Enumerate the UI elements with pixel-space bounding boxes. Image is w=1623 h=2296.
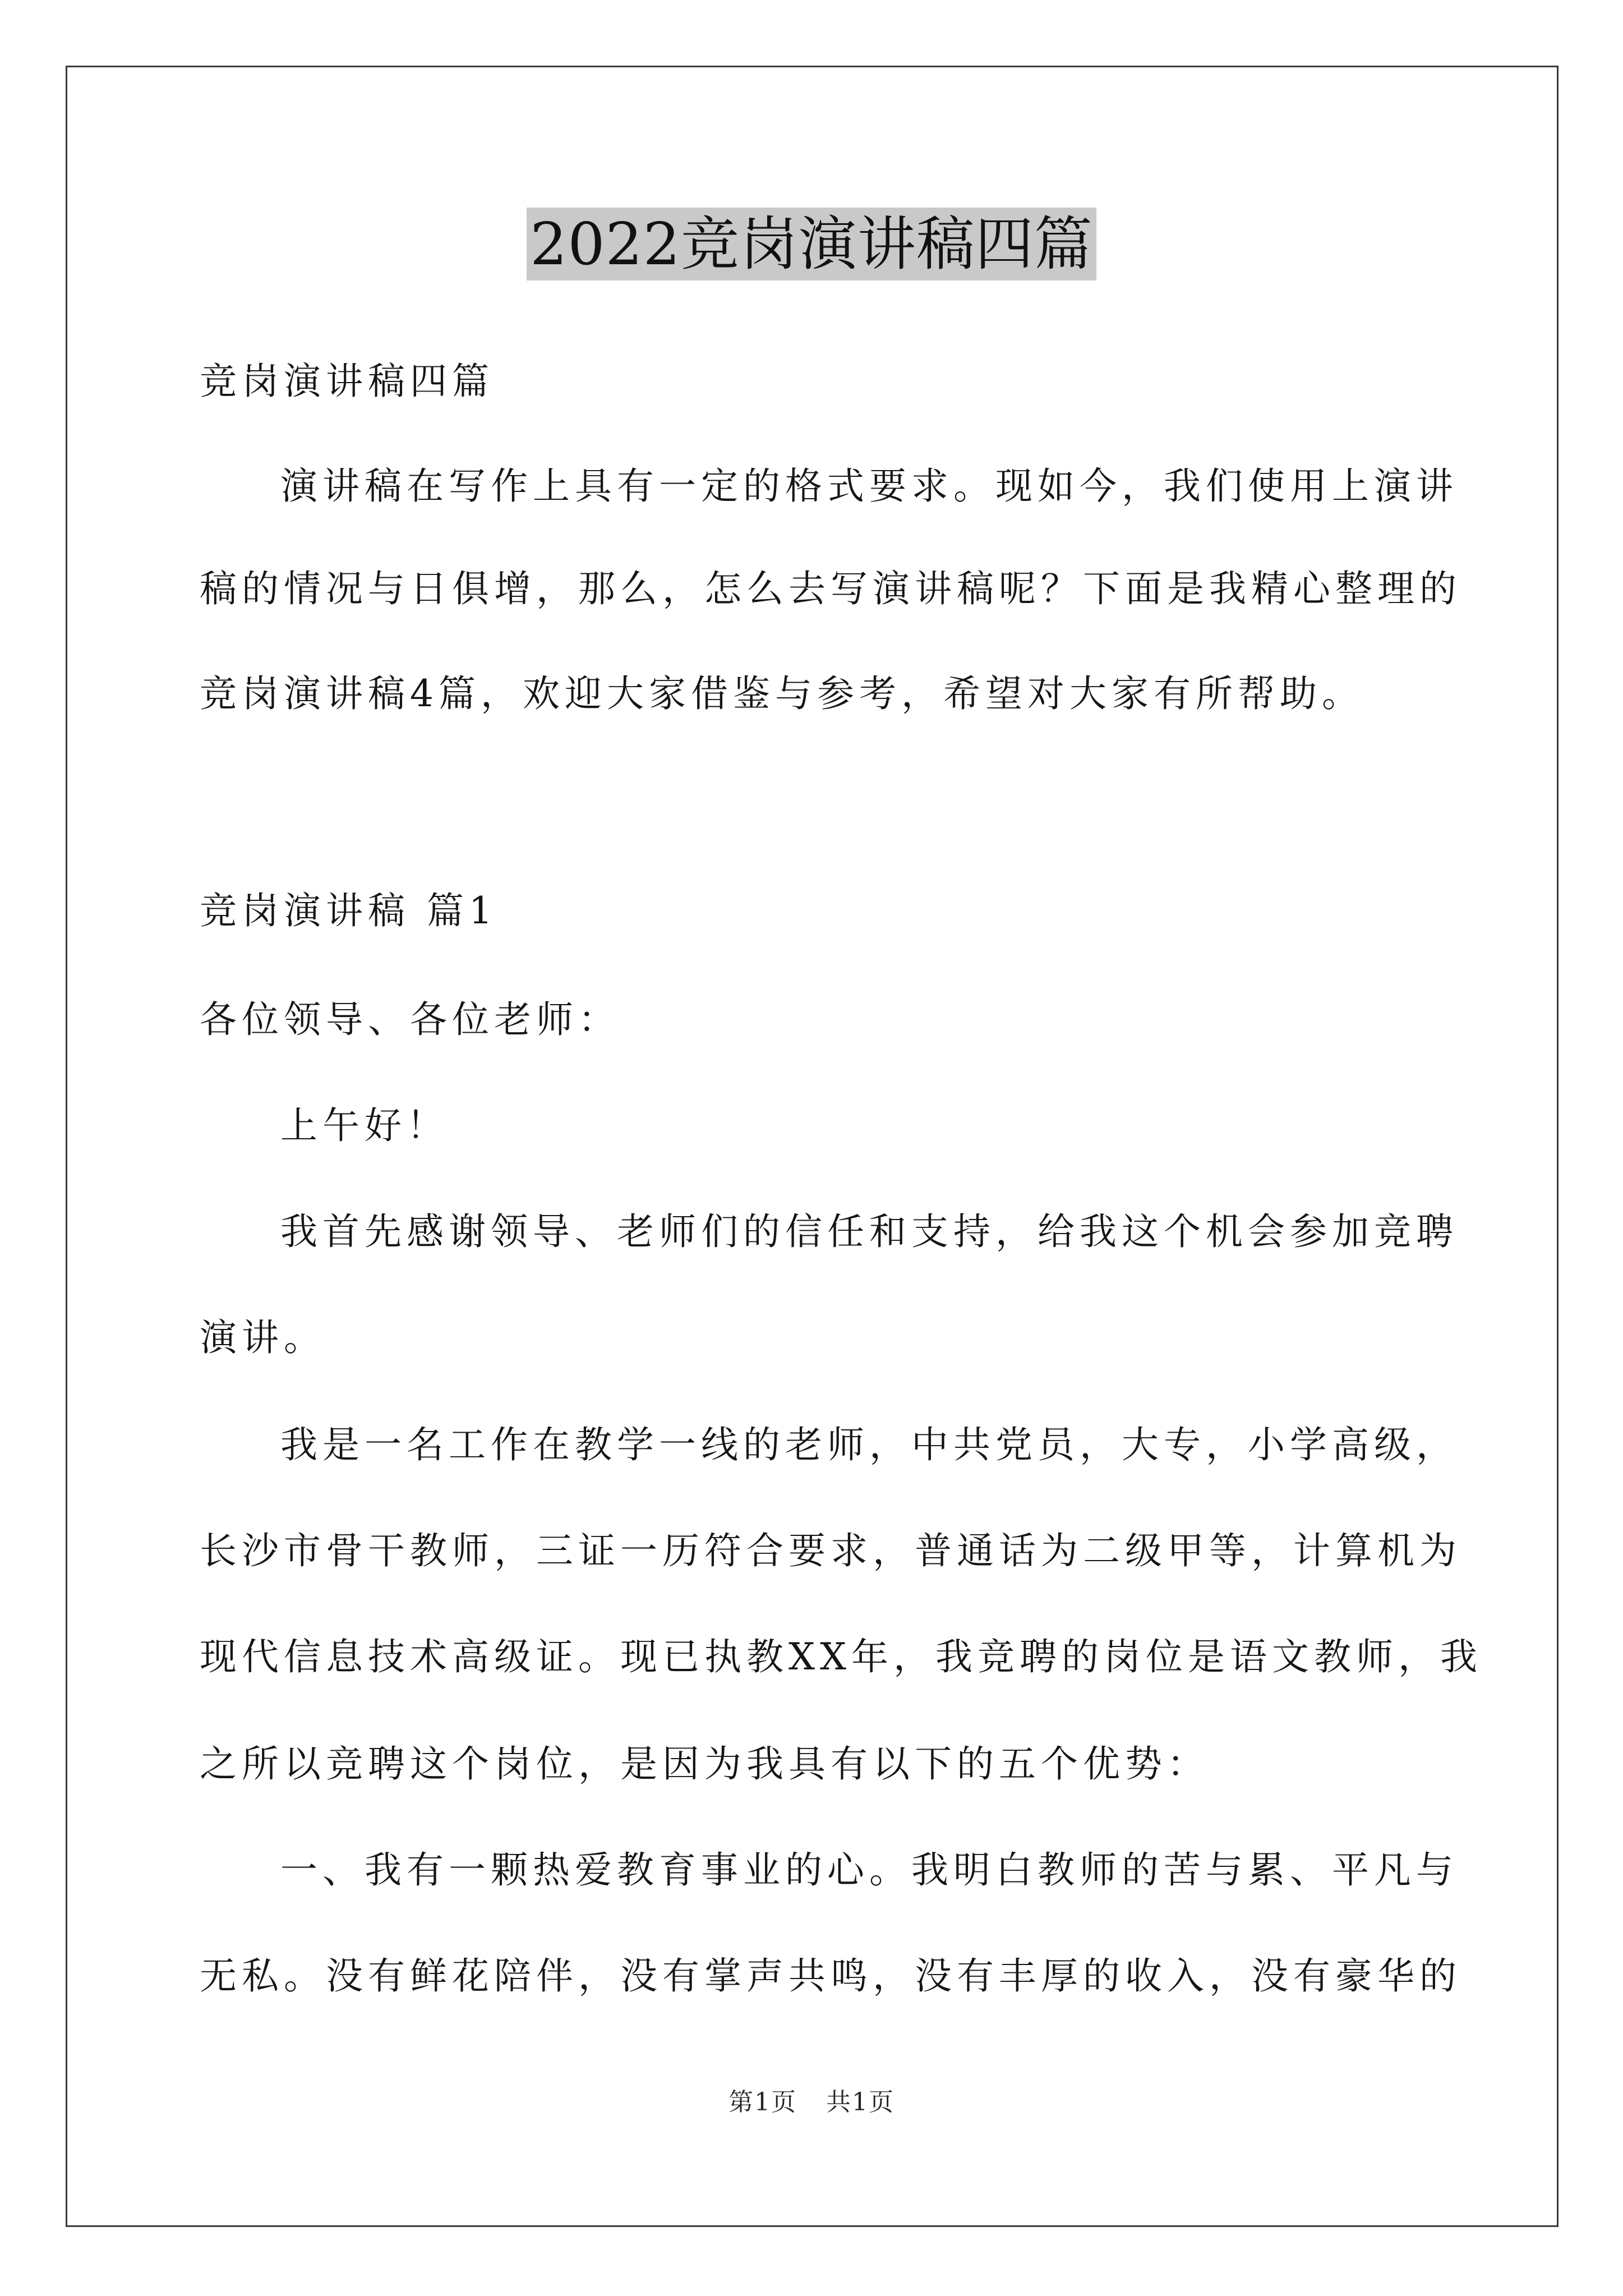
document-title: 2022竞岗演讲稿四篇 (527, 208, 1096, 280)
paragraph-line: 现代信息技术高级证。现已执教XX年，我竞聘的岗位是语文教师，我 (200, 1635, 1482, 1678)
salutation-line: 各位领导、各位老师： (200, 998, 620, 1041)
greeting-line: 上午好！ (280, 1104, 449, 1147)
paragraph-line: 竞岗演讲稿4篇，欢迎大家借鉴与参考，希望对大家有所帮助。 (200, 672, 1364, 715)
section-heading: 竞岗演讲稿 篇1 (200, 889, 497, 932)
paragraph-line: 我首先感谢领导、老师们的信任和支持，给我这个机会参加竞聘 (280, 1210, 1458, 1253)
page-number: 第1页 (728, 2088, 797, 2116)
page-footer (0, 2086, 1623, 2119)
paragraph-line: 一、我有一颗热爱教育事业的心。我明白教师的苦与累、平凡与 (280, 1848, 1458, 1892)
title-area (0, 208, 1623, 280)
paragraph-line: 长沙市骨干教师，三证一历符合要求，普通话为二级甲等，计算机为 (200, 1529, 1461, 1572)
page-total: 共1页 (826, 2088, 895, 2116)
paragraph-line: 之所以竞聘这个岗位，是因为我具有以下的五个优势： (200, 1742, 1209, 1786)
paragraph-line: 演讲。 (200, 1316, 326, 1359)
paragraph-line: 稿的情况与日俱增，那么，怎么去写演讲稿呢？下面是我精心整理的 (200, 567, 1461, 610)
paragraph-line: 无私。没有鲜花陪伴，没有掌声共鸣，没有丰厚的收入，没有豪华的 (200, 1954, 1461, 1998)
paragraph-line: 演讲稿在写作上具有一定的格式要求。现如今，我们使用上演讲 (280, 464, 1458, 508)
paragraph-line: 我是一名工作在教学一线的老师，中共党员，大专，小学高级， (280, 1423, 1458, 1466)
subtitle-line: 竞岗演讲稿四篇 (200, 360, 494, 403)
